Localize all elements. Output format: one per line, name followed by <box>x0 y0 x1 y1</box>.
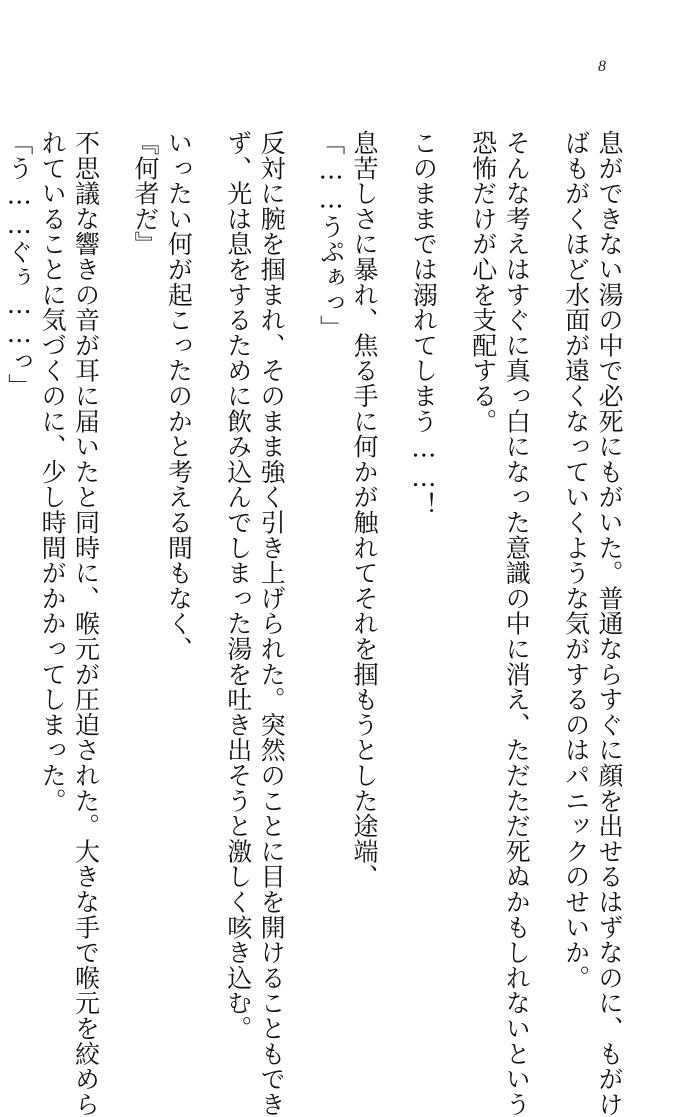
text-line: 息苦しさに暴れ、焦る手に何かが触れてそれを掴もうとした途端、 <box>349 130 379 889</box>
page-number: 8 <box>598 58 606 75</box>
text-line: 不思議な響きの音が耳に届いたと同時に、喉元が圧迫された。大きな手で喉元を絞めら <box>71 130 101 1117</box>
text-line: 反対に腕を掴まれ、そのまま強く引き上げられた。突然のことに目を開けることもでき <box>257 130 287 1117</box>
vertical-text-body <box>4 130 652 1117</box>
text-line: 恐怖だけが心を支配する。 <box>468 130 498 434</box>
text-line: いったい何が起こったのかと考える間もなく、 <box>164 130 194 662</box>
text-line: 息ができない湯の中で必死にもがいた。普通ならすぐに顔を出せるはずなのに、もがけ <box>595 130 624 1117</box>
dialogue-line: 「……うぷぁっ」 <box>316 130 346 341</box>
text-line: れていることに気づくのに、少し時間がかかってしまった。 <box>38 130 68 814</box>
dialogue-line: 『何者だ』 <box>130 130 160 257</box>
text-line: このままでは溺れてしまう……！ <box>409 130 439 518</box>
text-line: そんな考えはすぐに真っ白になった意識の中に消え、ただただ死ぬかもしれないという <box>502 130 532 1117</box>
thought-line <box>0 130 2 960</box>
text-line: ず、光は息をするために飲み込んでしまった湯を吐き出そうと激しく咳き込む。 <box>223 130 253 1041</box>
text-line: ばもがくほど水面が遠くなっていくような気がするのはパニックのせいか。 <box>561 130 591 991</box>
dialogue-line: 「う……ぐぅ……っ」 <box>4 130 34 399</box>
